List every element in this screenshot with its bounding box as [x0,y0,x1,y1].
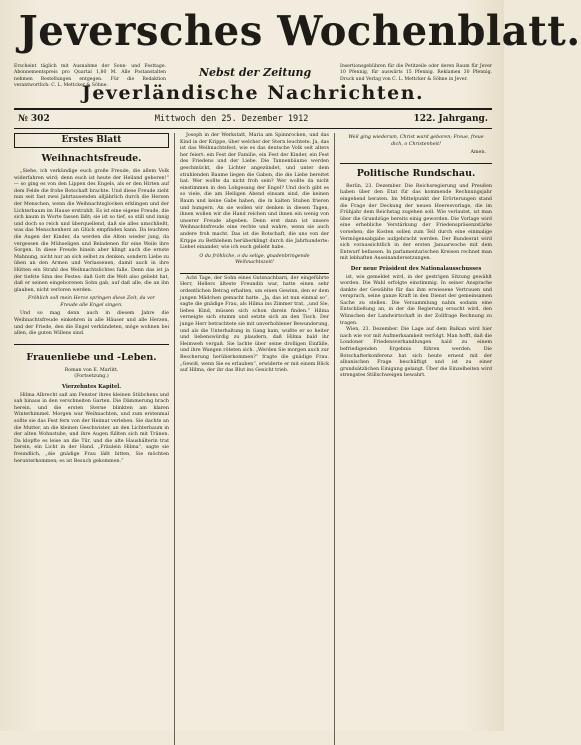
news-text: ist, wie gemeldet wird, in der gestrigen Sitzung gewählt worden. Die Wahl erfolgte einstimmig. In seiner Ansprache dankte der Gewählte für das ihm erwiesene Vertrauen und versprach, seine ganze Kraft in den Dienst der gemeinsamen Sache zu stellen. Die Versammlung nahm sodann eine Entschließung an, in der die Regierung ersucht wird, den Wünschen der Landwirtschaft in der Zollfrage Rechnung zu tragen. [340,274,492,326]
news-text: Berlin, 23. Dezember. Die Reichsregierung und Preußen haben über den Etat für das kommende Rechnungsjahr eingehend beraten. Im Mittelpunkt der Erörterungen stand die Frage der Deckung der neuen Heeresvorlage, die im Frühjahr dem Reichstag zugehen soll. Wie verlautet, ist man über die Grundzüge bereits einig geworden. Die Vorlage wird eine erhebliche Verstärkung der Friedenspräsenzstärke vorsehen; die Kosten sollen zum Teil durch eine einmalige Vermögensabgabe aufgebracht werden. Der Bundesrat wird sich voraussichtlich in der ersten Januarwoche mit dem Entwurf befassen. In parlamentarischen Kreisen rechnet man mit lebhaften Auseinandersetzungen. [340,183,492,262]
serial-byline: Roman von E. Marlitt. [64,367,119,373]
closing-word: Amen. [470,150,486,156]
article-heading-politics: Politische Rundschau. [356,167,476,179]
masthead-subtitle: Jeverländische Nachrichten. [81,82,425,104]
volume-number: 122. Jahrgang. [413,114,488,124]
column-right [334,133,492,745]
publication-notice-left: Erscheint täglich mit Ausnahme der Sonn- und Festtage. Abonnementspreis pro Quartal 1,80 M. Alle Postanstalten nehmen Bestellungen entgegen. Für die Redaktion verantwortlich: C. L. Mettcker & Söhne. [14,64,166,88]
news-text: Wien, 23. Dezember. Die Lage auf dem Balkan wird hier nach wie vor mit Aufmerksamkeit verfolgt. Man hofft, daß die Londoner Friedensverhandlungen bald zu einem befriedigenden Ergebnis führen werden. Die Botschafterkonferenz hat sich heute erneut mit der albanischen Frage beschäftigt und ist zu einer grundsätzlichen Einigung gelangt. Über die Einzelheiten wird strengstes Stillschweigen bewahrt. [340,327,492,379]
masthead-title: Jeversches Wochenblatt. [18,7,581,55]
column-middle [174,133,334,745]
supplement-note: Nebst der Zeitung [199,66,312,79]
serial-text: Hilma Albrecht saß am Fenster ihres kleinen Stübchens und sah hinaus in den verschneiten Garten. Die Dämmerung brach herein, und die ersten Sterne blinkten am klaren Winterhimmel. Morgen war Weihnachten, und zum erstenmal sollte sie das Fest fern von der Heimat verleben. Sie dachte an die Mutter, an die kleinen Geschwister, an den Lichterbaum in der alten Wohnstube, und ihre Augen füllten sich mit Tränen. Da klopfte es leise an die Tür, und die alte Haushälterin trat herein, ein Licht in der Hand. „Fräulein Hilma“, sagte sie freundlich, „die gnädige Frau läßt bitten, Sie möchten herunterkommen; es ist Besuch gekommen.“ [14,392,169,464]
serial-chapter: Vierzehntes Kapitel. [61,384,122,391]
news-subheading: Der neue Präsident des Nationalausschusses [350,265,482,272]
column-left [14,133,174,745]
dateline [14,108,492,129]
serial-note: (Fortsetzung.) [74,374,109,380]
article-heading-christmas: Weihnachtsfreude. [41,153,142,164]
section-box-first-sheet: Erstes Blatt [14,133,169,148]
section-divider [14,344,169,345]
section-divider [180,273,329,274]
publication-notice-right: Insertionsgebühren für die Petitzeile oder deren Raum für Jever 10 Pfennig, für auswärts 15 Pfennig. Reklamen 30 Pfennig. Druck und Verlag von C. L. Mettcker & Söhne in Jever. [340,64,492,82]
masthead-subrow [14,60,492,108]
article-columns [14,133,492,745]
article-text: Joseph in der Werkstatt, Maria am Spinnrocken, und das Kind in der Krippe, über welcher der Stern leuchtete. Ja, das ist das Weihnachtsfest, wie es das deutsche Volk seit alters her feiert: ein Fest der Familie, ein Fest der Kinder, ein Fest des Friedens und der Liebe. Die Tannenbäume werden geschmückt, die Lichter angezündet, und unter dem strahlenden Baume liegen die Gaben, die die Liebe bereitet hat. Wer wollte da nicht froh sein? Wer wollte da nicht einstimmen in den Lobgesang der Engel? Und doch gibt es so viele, die am Heiligen Abend einsam sind, die keinen Baum und keine Gabe haben, die in kalten Stuben frieren und hungern. An sie wollen wir denken in diesen Tagen, ihnen wollen wir die Hand reichen und ihnen ein wenig von unserer Freude abgeben. Denn erst dann ist unsere Weihnachtsfreude eine rechte und wahre, wenn sie auch andere froh macht. Das ist die Botschaft, die uns von der Krippe zu Bethlehem herüberklingt durch die Jahrhunderte: Liebet einander, wie ich euch geliebt habe. [180,133,329,251]
section-divider [340,163,492,164]
serial-heading: Frauenliebe und -Leben. [26,351,157,363]
serial-text: Acht Tage, der Sohn eines Gutsnachbarn, der eingeführte Herr, Hellers älteste Freundin war, hatte einen sehr ordentlichen Betrag erhalten, um einen Gewinn, den er dem jungen Mädchen gemacht hatte. „Ja, das ist nun einmal so“, sagte die gnädige Frau, als Hilma ins Zimmer trat, „und Sie, liebes Kind, müssen sich schon darein finden.“ Hilma verneigte sich stumm und setzte sich an den Tisch. Der junge Herr betrachtete sie mit unverhohlener Bewunderung, und als die Unterhaltung in Gang kam, wußte er so heiter und liebenswürdig zu plaudern, daß Hilma bald ihr Heimweh vergaß. Sie lachte über seine drolligen Einfälle, und ihre Wangen röteten sich. „Werden Sie morgen auch zur Bescherung herüberkommen?“ fragte die gnädige Frau. „Gewiß, wenn Sie es erlauben“, erwiderte er mit einem Blick auf Hilma, der ihr das Blut ins Gesicht trieb. [180,275,329,374]
hymn-verse: Weil ging wiederum, Christ ward geboren; Freue, freue dich, o Christenheit! [348,135,484,147]
issue-date: Mittwoch den 25. Dezember 1912 [154,114,309,124]
issue-number: № 302 [18,114,50,124]
hymn-verse: O du fröhliche, o du selige, gnadenbringende Weihnachtszeit! [199,253,310,266]
hymn-verse: Fröhlich soll mein Herze springen diese Zeit, da vor Freude alle Engel singen. [28,296,155,308]
article-text: Und so mag denn auch in diesem Jahre die Weihnachtsfreude einkehren in alle Häuser und alle Herzen, und der Friede, den die Engel verkündeten, möge wohnen bei allen, die guten Willens sind. [14,311,169,337]
article-text: „Siehe, ich verkündige euch große Freude, die allem Volk widerfahren wird; denn euch ist heute der Heiland geboren!“ — so ging es von den Lippen des Engels, als er den Hirten auf dem Felde die frohe Botschaft brachte. Und diese Freude zieht nun seit fast zwei Jahrtausenden alljährlich durch die Herzen der Menschen, wenn die Weihnachtsglocken erklingen und der Lichterbaum im Hause erstrahlt. Es ist eine eigene Freude, die sich kaum in Worte fassen läßt; sie ist so tief, so still und innig und doch so reich und überquellend, daß sie alles umschließt, was das Menschenherz an Glück empfinden kann. Da leuchten die Augen der Kinder, da werden die Alten wieder jung, da vergessen die Mühseligen und Beladenen für eine Weile ihre Sorgen. In diese Freude hinein aber klingt auch die ernste Mahnung, nicht nur an sich selbst zu denken, sondern Liebe zu üben an den Armen und Verlassenen, damit auch in ihre Hütten ein Strahl des Weihnachtslichtes falle. Denn das ist ja der tiefste Sinn des Festes: daß Gott die Welt also geliebt hat, daß er seinen eingeborenen Sohn gab, auf daß alle, die an ihn glauben, nicht verloren werden. [14,169,169,293]
